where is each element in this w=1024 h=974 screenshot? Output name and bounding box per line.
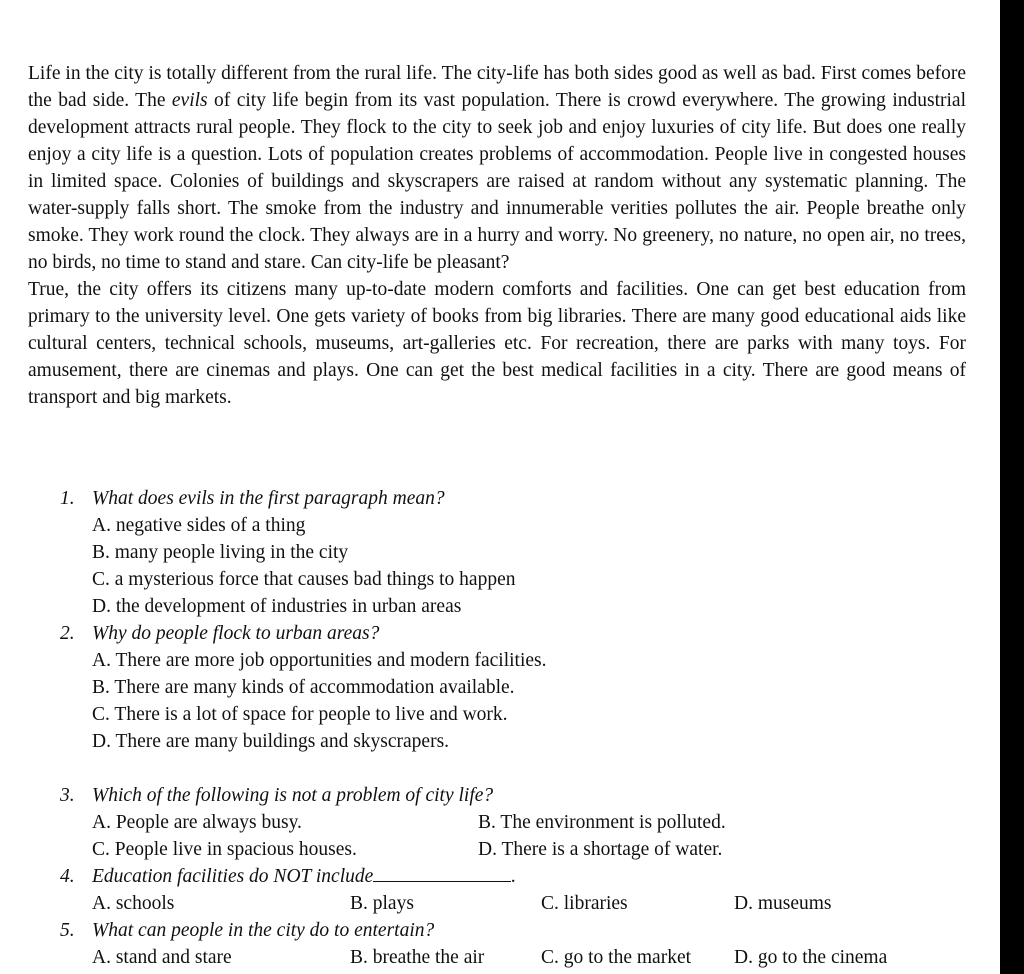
question-number: 4. (60, 866, 75, 887)
question-text-with-blank (92, 863, 1000, 890)
option-4a: A. schools (92, 893, 175, 914)
answer-blank (373, 863, 511, 882)
reading-passage (28, 60, 966, 411)
option-1a: A. negative sides of a thing (92, 515, 306, 536)
paragraph-2: True, the city offers its citizens many up-to-date modern comforts and facilities. One can get best education from primary to the university level. One gets variety of books from big libraries. There are many good educational aids like cultural centers, technical schools, museums, art-galleries etc. For recreation, there are parks with many toys. For amusement, there are cinemas and plays. One can get the best medical facilities in a city. There are good means of transport and big markets. (28, 279, 966, 408)
question-number: 2. (60, 623, 75, 644)
question-number: 3. (60, 785, 75, 806)
option-2c: C. There is a lot of space for people to live and work. (92, 704, 508, 725)
paragraph-1-part-a: Life in the city is totally different from the rural life. The city-life has both sides good as well as bad. First comes before the bad side. The (28, 63, 966, 111)
question-text: Education facilities do NOT include (92, 866, 374, 887)
option-2d: D. There are many buildings and skyscrapers. (92, 731, 450, 752)
option-1d: D. the development of industries in urban areas (92, 596, 462, 617)
question-number: 1. (60, 488, 75, 509)
question-5 (0, 917, 1000, 944)
option-3d: D. There is a shortage of water. (478, 839, 723, 860)
option-4c: C. libraries (541, 893, 628, 914)
question-list (0, 485, 1000, 971)
option-5c: C. go to the market (541, 947, 692, 968)
question-end-punctuation: . (511, 866, 517, 887)
spacer (0, 755, 1000, 782)
options-5 (92, 944, 1000, 971)
question-text: Why do people flock to urban areas? (92, 623, 380, 644)
question-number: 5. (60, 920, 75, 941)
option-5a: A. stand and stare (92, 947, 232, 968)
option-3a: A. People are always busy. (92, 812, 302, 833)
question-text: What does evils in the first paragraph mean? (92, 488, 445, 509)
option-4b: B. plays (350, 893, 414, 914)
question-1 (0, 485, 1000, 512)
question-3 (0, 782, 1000, 809)
question-text: What can people in the city do to entertain? (92, 920, 435, 941)
option-2b: B. There are many kinds of accommodation available. (92, 677, 515, 698)
option-1b: B. many people living in the city (92, 542, 349, 563)
paragraph-1-part-b: of city life begin from its vast population. There is crowd everywhere. The growing industrial development attracts rural people. They flock to the city to seek job and enjoy luxuries of city life. But does one really enjoy a city life is a question. Lots of population creates problems of accommodation. People live in congested houses in limited space. Colonies of buildings and skyscrapers are raised at random without any systematic planning. The water-supply falls short. The smoke from the industry and innumerable verities pollutes the air. People breathe only smoke. They work round the clock. They always are in a hurry and worry. No greenery, no nature, no open air, no trees, no birds, no time to stand and stare. Can city-life be pleasant? (28, 90, 966, 273)
option-1c: C. a mysterious force that causes bad things to happen (92, 569, 516, 590)
option-3c: C. People live in spacious houses. (92, 839, 357, 860)
question-text: Which of the following is not a problem of city life? (92, 785, 494, 806)
option-4d: D. museums (734, 893, 832, 914)
question-2 (0, 620, 1000, 647)
paragraph-1 (28, 60, 966, 276)
option-5b: B. breathe the air (350, 947, 485, 968)
question-4 (0, 863, 1000, 890)
options-3 (92, 809, 1000, 863)
paragraph-1-italic-word: evils (171, 90, 208, 111)
option-2a: A. There are more job opportunities and modern facilities. (92, 650, 547, 671)
options-4 (92, 890, 1000, 917)
option-3b: B. The environment is polluted. (478, 812, 726, 833)
option-5d: D. go to the cinema (734, 947, 888, 968)
